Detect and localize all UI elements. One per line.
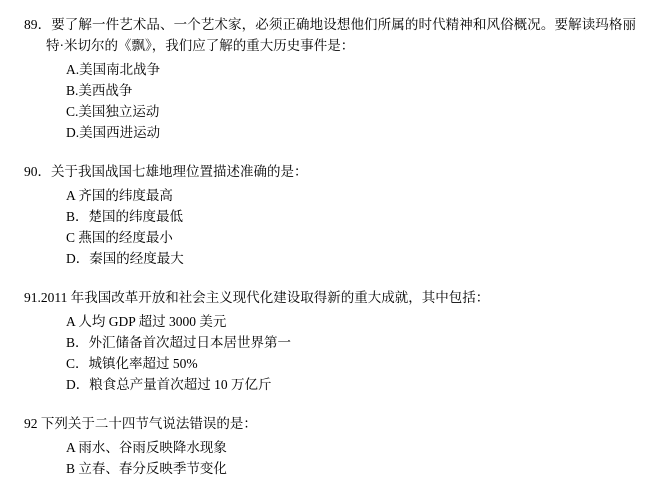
option-a[interactable]: A 雨水、谷雨反映降水现象 xyxy=(66,440,227,455)
question-91-options xyxy=(0,311,650,395)
option-b[interactable]: B.美西战争 xyxy=(66,83,133,98)
question-90 xyxy=(0,143,650,269)
question-92 xyxy=(0,395,650,479)
option-a[interactable]: A 齐国的纬度最高 xyxy=(66,188,173,203)
question-90-stem: 90．关于我国战国七雄地理位置描述准确的是： xyxy=(24,164,308,179)
option-c[interactable]: C．城镇化率超过 50% xyxy=(66,356,198,371)
option-b[interactable]: B．楚国的纬度最低 xyxy=(66,209,184,224)
question-89-stem: 89．要了解一件艺术品、一个艺术家，必须正确地设想他们所属的时代精神和风俗概况。要解读玛格丽特·米切尔的《飘》，我们应了解的重大历史事件是： xyxy=(24,17,636,53)
option-d[interactable]: D．秦国的经度最大 xyxy=(66,251,184,266)
question-92-options xyxy=(0,437,650,479)
question-92-stem: 92 下列关于二十四节气说法错误的是： xyxy=(24,416,257,431)
option-a[interactable]: A.美国南北战争 xyxy=(66,62,161,77)
question-89-options xyxy=(0,59,650,143)
option-b[interactable]: B．外汇储备首次超过日本居世界第一 xyxy=(66,335,292,350)
option-d[interactable]: D．粮食总产量首次超过 10 万亿斤 xyxy=(66,377,272,392)
option-a[interactable]: A 人均 GDP 超过 3000 美元 xyxy=(66,314,227,329)
option-c[interactable]: C.美国独立运动 xyxy=(66,104,160,119)
question-91-stem: 91.2011 年我国改革开放和社会主义现代化建设取得新的重大成就，其中包括： xyxy=(24,290,490,305)
question-89 xyxy=(0,0,650,143)
option-b[interactable]: B 立春、春分反映季节变化 xyxy=(66,461,227,476)
option-c[interactable]: C 燕国的经度最小 xyxy=(66,230,173,245)
question-90-options xyxy=(0,185,650,269)
option-d[interactable]: D.美国西进运动 xyxy=(66,125,161,140)
question-91 xyxy=(0,269,650,395)
